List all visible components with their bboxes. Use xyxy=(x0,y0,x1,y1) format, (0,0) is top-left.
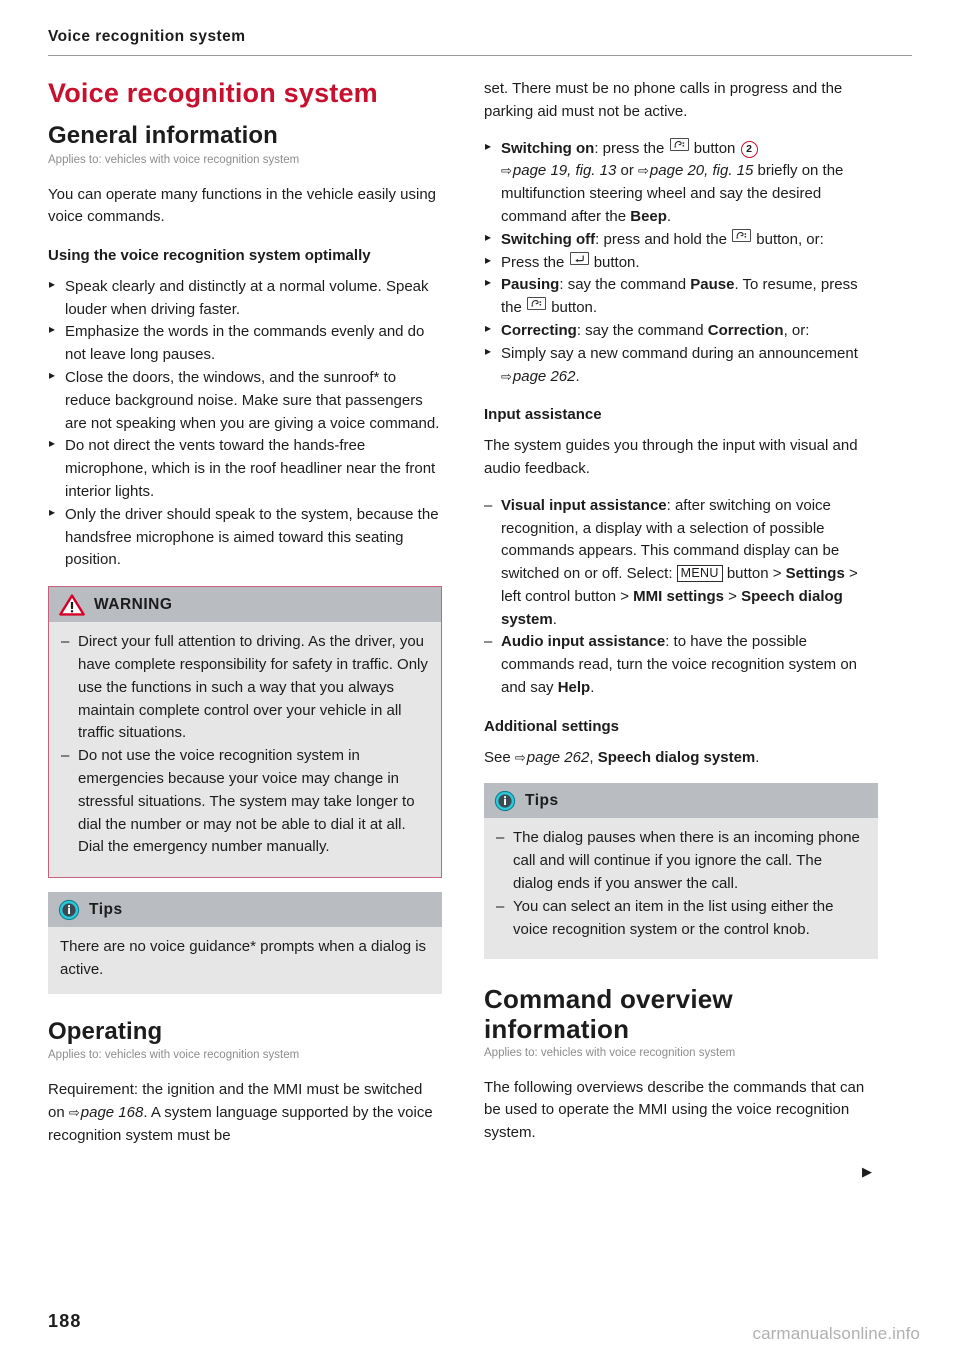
warning-triangle-icon xyxy=(59,594,85,616)
tips-box-header xyxy=(484,783,878,818)
left-column xyxy=(48,78,442,1161)
tips-box-header xyxy=(48,892,442,927)
info-circle-icon xyxy=(494,790,516,812)
chapter-title-command-overview xyxy=(484,985,878,1043)
audio-input-label: Audio input assistance xyxy=(501,633,666,651)
switching-on-text-c: briefly on the multifunction steering wheel and say the desired command after the xyxy=(501,162,844,225)
press-back-text-b: button. xyxy=(589,253,640,271)
list-item-correcting xyxy=(484,320,878,343)
simply-say-text-a: Simply say a new command during an announcement xyxy=(501,344,858,362)
list-item-pausing xyxy=(484,274,878,320)
command-overview-line1: Command overview xyxy=(484,984,733,1015)
warning-box xyxy=(48,586,442,878)
correcting-label: Correcting xyxy=(501,321,577,339)
visual-input-label: Visual input assistance xyxy=(501,496,667,514)
header-divider xyxy=(48,55,912,56)
tips-text: There are no voice guidance* prompts when a dialog is active. xyxy=(60,938,427,978)
continuation-paragraph: set. There must be no phone calls in progress and the parking aid must not be active. xyxy=(484,80,843,120)
see-text-c: . xyxy=(755,748,760,766)
tips-box-body xyxy=(48,927,442,994)
requirement-paragraph xyxy=(48,1079,442,1147)
section-title-operating: Operating xyxy=(48,1017,163,1045)
list-item-switching-off xyxy=(484,229,878,252)
voice-button-icon[interactable] xyxy=(670,138,689,151)
simply-say-text-b: . xyxy=(575,367,580,385)
page-reference-262[interactable]: ⇨ page 262 xyxy=(501,368,575,385)
subheading-input-assistance: Input assistance xyxy=(484,406,602,424)
visual-input-text-a: : after switching on voice recognition, a display with a selection of possible commands appears. This command display can be switched on or off. Select: xyxy=(501,496,840,583)
tips-box-title: Tips xyxy=(89,901,123,919)
list-item-simply-say xyxy=(484,343,878,389)
switching-on-text-d: . xyxy=(666,207,672,225)
help-command: Help xyxy=(557,679,591,697)
pausing-text-b: . To resume, press the xyxy=(501,276,858,317)
pause-command: Pause xyxy=(690,276,735,294)
voice-button-icon[interactable] xyxy=(732,229,751,242)
tips-box-title: Tips xyxy=(525,792,559,810)
list-item: – Direct your full attention to driving. As the driver, you have complete responsibility for safety in traffic. Only use the functions in such a way that you always maintain complete control over your vehicle in all traffic situations. xyxy=(61,631,429,745)
list-item: ▸ Do not direct the vents toward the hands-free microphone, which is in the roof headliner near the front interior lights. xyxy=(48,435,442,503)
chapter-title: Voice recognition system xyxy=(48,78,378,108)
input-assistance-list xyxy=(484,495,878,700)
switching-off-label: Switching off xyxy=(501,230,596,248)
subheading-additional-settings: Additional settings xyxy=(484,717,619,735)
warning-box-title: WARNING xyxy=(94,596,173,614)
list-item: – The dialog pauses when there is an incoming phone call and will continue if you ignore the call. The dialog ends if you answer the call. xyxy=(496,827,866,895)
pausing-label: Pausing xyxy=(501,276,560,294)
menu-button[interactable]: MENU xyxy=(677,565,723,582)
back-button-icon[interactable] xyxy=(570,252,589,265)
list-item-visual-input xyxy=(484,495,878,632)
page-reference-168[interactable]: ⇨ page 168 xyxy=(69,1104,143,1121)
optimal-use-list xyxy=(48,276,442,572)
tips-box-right xyxy=(484,783,878,959)
section-title-general-information: General information xyxy=(48,122,278,150)
applies-to-note-operating: Applies to: vehicles with voice recognition system xyxy=(48,1049,300,1062)
pausing-text-a: : say the command xyxy=(559,276,691,294)
input-assistance-intro: The system guides you through the input with visual and audio feedback. xyxy=(484,437,858,477)
operation-steps-list xyxy=(484,138,878,389)
page-reference-19[interactable]: ⇨ page 19, fig. 13 xyxy=(501,162,616,179)
visual-input-text-d: > xyxy=(724,587,742,605)
press-back-text-a: Press the xyxy=(501,253,569,271)
switching-on-text-a: : press the xyxy=(594,139,669,157)
subheading-using-optimally: Using the voice recognition system optimally xyxy=(48,247,371,265)
list-item-switching-on xyxy=(484,138,878,229)
correcting-text-b: , or: xyxy=(783,321,810,339)
page-number: 188 xyxy=(48,1311,82,1331)
applies-to-note: Applies to: vehicles with voice recognition system xyxy=(48,153,300,166)
mmi-settings-menu-item[interactable]: MMI settings xyxy=(633,587,725,605)
command-overview-line2: information xyxy=(484,1013,630,1044)
applies-to-note-command-overview: Applies to: vehicles with voice recognition system xyxy=(484,1046,736,1059)
switching-off-text-b: button, or: xyxy=(752,230,824,248)
visual-input-text-c: > left control button > xyxy=(501,565,858,605)
see-text-a: See xyxy=(484,748,515,766)
page-reference-262-settings[interactable]: ⇨ page 262 xyxy=(515,749,589,766)
requirement-text-b: . A system language supported by the voice recognition system must be xyxy=(48,1103,433,1144)
visual-input-text-b: button > xyxy=(722,565,786,583)
tips-list xyxy=(496,827,866,941)
warning-list xyxy=(61,631,429,859)
running-header: Voice recognition system xyxy=(48,28,246,45)
two-column-layout xyxy=(48,78,912,1178)
intro-paragraph: You can operate many functions in the vehicle easily using voice commands. xyxy=(48,185,437,226)
speech-dialog-system-ref: Speech dialog system xyxy=(597,748,756,766)
additional-settings-text xyxy=(484,747,878,770)
correction-command: Correction xyxy=(707,321,784,339)
or-connector: or xyxy=(616,162,639,180)
list-item: ▸ Speak clearly and distinctly at a normal volume. Speak louder when driving faster. xyxy=(48,276,442,322)
beep-emphasis: Beep xyxy=(630,207,667,225)
list-item: – Do not use the voice recognition system in emergencies because your voice may change in stressful situations. The system may take longer to dial the number or may not be able to dial it at all. Dial the emergency number manually. xyxy=(61,745,429,859)
tips-box-left xyxy=(48,892,442,994)
requirement-text-a: Requirement: the ignition and the MMI must be switched on xyxy=(48,1081,423,1121)
command-overview-text: The following overviews describe the commands that can be used to operate the MMI using the voice recognition system. xyxy=(484,1078,865,1142)
callout-number-2: 2 xyxy=(741,141,758,158)
visual-input-text-e: . xyxy=(552,610,557,628)
audio-input-text-a: : to have the possible commands read, turn the voice recognition system on and say xyxy=(501,633,858,697)
site-watermark: carmanualsonline.info xyxy=(752,1324,920,1343)
continues-arrow-icon: ▶ xyxy=(862,1163,872,1179)
pausing-text-c: button. xyxy=(547,299,598,317)
voice-button-icon[interactable] xyxy=(527,297,546,310)
tips-box-body xyxy=(484,818,878,959)
list-item: ▸ Only the driver should speak to the system, because the handsfree microphone is aimed toward this seating position. xyxy=(48,504,442,572)
page-reference-20[interactable]: ⇨ page 20, fig. 15 xyxy=(638,162,753,179)
list-item-audio-input xyxy=(484,631,878,699)
warning-box-header xyxy=(49,587,441,622)
switching-on-label: Switching on xyxy=(501,139,595,157)
list-item: ▸ Emphasize the words in the commands evenly and do not leave long pauses. xyxy=(48,321,442,367)
see-text-b: , xyxy=(589,748,598,766)
switching-on-text-b: button xyxy=(689,139,740,157)
speech-dialog-system-menu-item[interactable]: Speech dialog system xyxy=(501,587,843,628)
settings-menu-item[interactable]: Settings xyxy=(785,565,845,583)
list-item: ▸ Close the doors, the windows, and the sunroof* to reduce background noise. Make sure that passengers are not speaking when you are giving a voice command. xyxy=(48,367,442,435)
correcting-text-a: : say the command xyxy=(576,321,708,339)
audio-input-text-b: . xyxy=(590,679,595,697)
right-column xyxy=(484,78,878,1178)
list-item-press-back xyxy=(484,252,878,275)
warning-box-body xyxy=(49,622,441,877)
switching-off-text-a: : press and hold the xyxy=(595,230,732,248)
info-circle-icon xyxy=(58,899,80,921)
list-item: – You can select an item in the list using either the voice recognition system or the control knob. xyxy=(496,896,866,942)
